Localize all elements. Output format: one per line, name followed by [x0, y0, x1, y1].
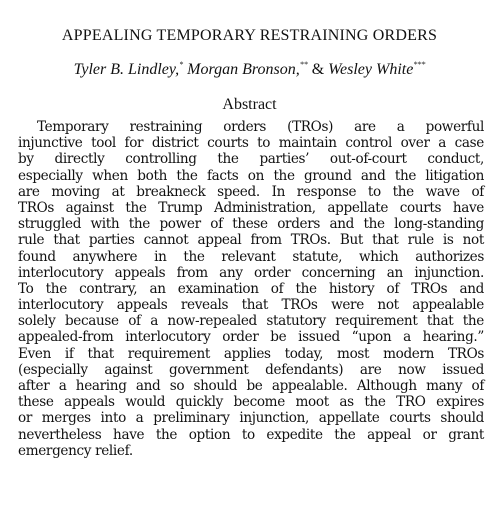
- author-footnote-mark: *: [179, 60, 184, 69]
- abstract-line: nevertheless have the option to expedite the appeal or grant: [18, 426, 484, 443]
- author-name: Tyler B. Lindley,: [73, 61, 180, 78]
- abstract-line: (especially against government defendants) are now issued: [18, 361, 484, 378]
- abstract-line: interlocutory appeals from any order concerning an injunction.: [18, 264, 484, 281]
- abstract-line: To the contrary, an examination of the history of TROs and: [18, 280, 484, 297]
- author-footnote-mark: **: [299, 60, 308, 69]
- abstract-line: emergency relief.: [18, 442, 133, 459]
- abstract-line: solely because of a now-repealed statutory requirement that the: [18, 313, 484, 330]
- abstract-line: or merges into a preliminary injunction, appellate courts should: [18, 410, 484, 427]
- abstract-line: especially when both the facts on the ground and the litigation: [18, 167, 484, 184]
- author-name: Morgan Bronson,: [187, 61, 300, 78]
- abstract-line: after a hearing and so should be appealable. Although many of: [18, 378, 484, 394]
- abstract-line: found anywhere in the relevant statute, which authorizes: [18, 248, 484, 265]
- abstract-line: Temporary restraining orders (TROs) are a powerful: [37, 119, 484, 135]
- abstract-line: interlocutory appeals reveals that TROs were not appealable: [18, 297, 484, 314]
- abstract-line: are moving at breakneck speed. In response to the wave of: [18, 183, 484, 200]
- paper-title: APPEALING TEMPORARY RESTRAINING ORDERS: [61, 27, 438, 44]
- abstract-body: [18, 119, 484, 459]
- abstract-line: appealed-from interlocutory order be issued “upon a hearing.”: [18, 329, 484, 346]
- abstract-line: injunctive tool for district courts to maintain control over a case: [18, 135, 484, 152]
- author-footnote-mark: ***: [413, 60, 426, 69]
- abstract-line: Even if that requirement applies today, most modern TROs: [18, 345, 484, 362]
- abstract-line: struggled with the power of these orders and the long-standing: [18, 216, 484, 233]
- abstract-line: rule that parties cannot appeal from TROs. But that rule is not: [18, 232, 484, 249]
- author-line: [0, 61, 499, 79]
- abstract-line: by directly controlling the parties’ out-of-court conduct,: [18, 151, 484, 168]
- author-name: Wesley White: [328, 61, 414, 78]
- abstract-line: these appeals would quickly become moot as the TRO expires: [18, 394, 484, 411]
- author-conjunction: &: [311, 61, 325, 78]
- abstract-heading: Abstract: [222, 96, 277, 113]
- abstract-line: TROs against the Trump Administration, appellate courts have: [18, 199, 484, 216]
